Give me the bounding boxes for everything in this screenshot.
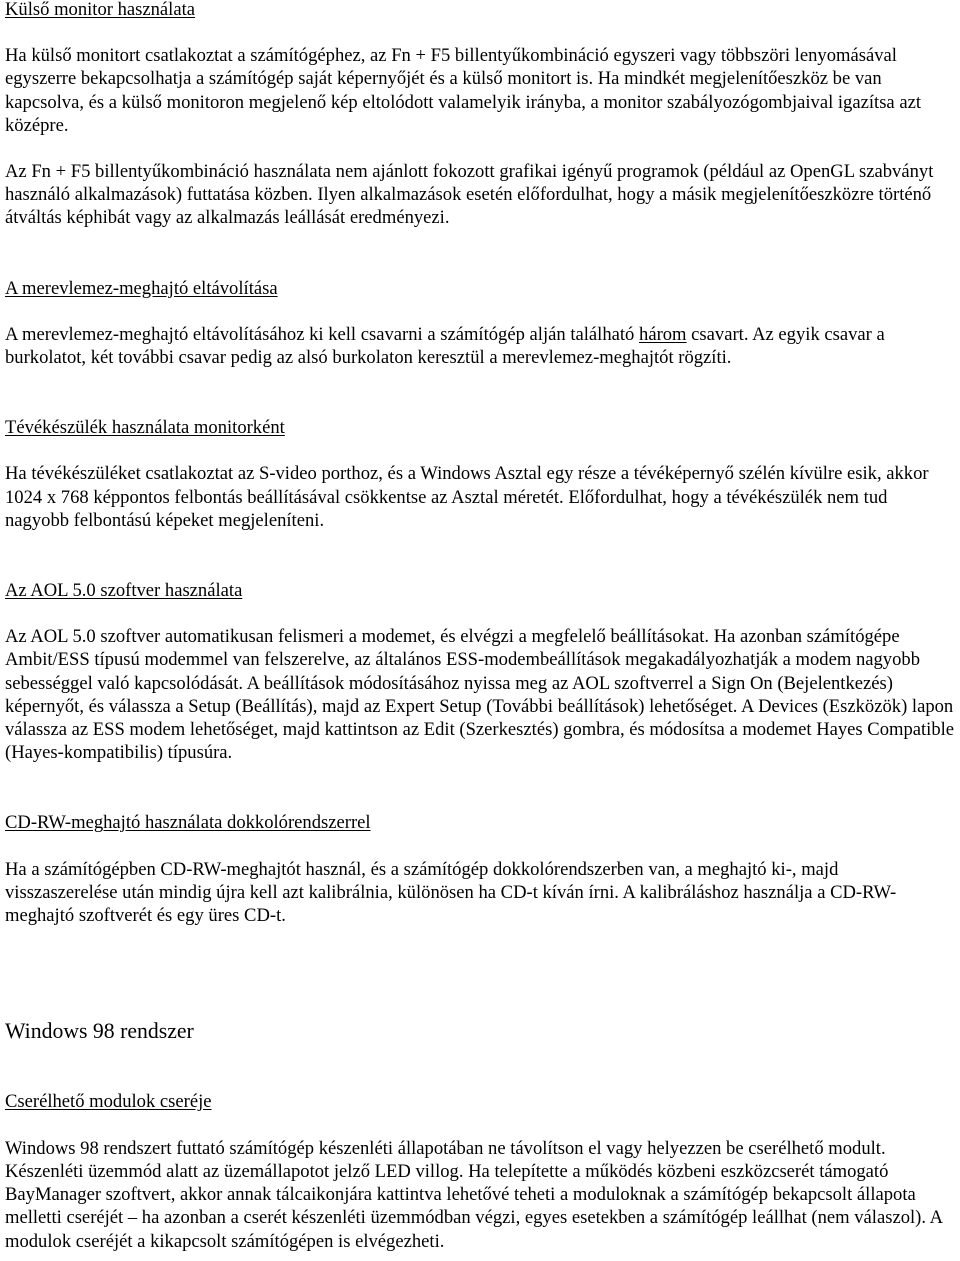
heading-external-monitor <box>5 0 955 21</box>
heading-cdrw <box>5 811 955 834</box>
link-hard-drive[interactable]: A merevlemez-meghajtó eltávolítása <box>5 277 278 299</box>
heading-aol <box>5 579 955 602</box>
paragraph-hard-drive <box>5 323 955 369</box>
link-aol[interactable]: Az AOL 5.0 szoftver használata <box>5 580 243 602</box>
paragraph-aol: Az AOL 5.0 szoftver automatikusan felismeri a modemet, és elvégzi a megfelelő beállításokat. Ha azonban számítógépe Ambit/ESS típusú modemmel van felszerelve, az általános ESS-modembeállítások megakadályozhatják a modem nagyobb sebességgel való kapcsolódását. A beállítások módosításához nyissa meg az AOL szoftverrel a Sign On (Bejelentkezés) képernyőt, és válassza a Setup (Beállítás), majd az Expert Setup (További beállítások) lehetőséget. A Devices (Eszközök) lapon válassza az ESS modem lehetőséget, majd kattintson az Edit (Szerkesztés) gombra, és módosítsa a modemet Hayes Compatible (Hayes-kompatibilis) típusúra. <box>5 626 955 764</box>
link-external-monitor[interactable]: Külső monitor használata <box>5 0 196 20</box>
heading-windows-98: Windows 98 rendszer <box>5 1019 194 1044</box>
hard-drive-text-before: A merevlemez-meghajtó eltávolításához ki kell csavarni a számítógép alján található <box>5 323 640 345</box>
link-modules[interactable]: Cserélhető modulok cseréje <box>5 1091 212 1113</box>
paragraph-cdrw: Ha a számítógépben CD-RW-meghajtót használ, és a számítógép dokkolórendszerben van, a meghajtó ki-, majd visszaszerelése után mindig újra kell azt kalibrálnia, különösen ha CD-t kíván írni. A kalibráláshoz használja a CD-RW-meghajtó szoftverét és egy üres CD-t. <box>5 858 897 927</box>
paragraph-external-monitor-1: Ha külső monitort csatlakoztat a számítógéphez, az Fn + F5 billentyűkombináció egyszeri vagy többszöri lenyomásával egyszerre bekapcsolhatja a számítógép saját képernyőjét és a külső monitort is. Ha mindkét megjelenítőeszköz be van kapcsolva, és a külső monitoron megjelenő kép eltolódott valamelyik irányba, a monitor szabályozógombjaival igazítsa azt középre. <box>5 45 921 136</box>
heading-modules <box>5 1090 955 1113</box>
link-tv[interactable]: Tévékészülék használata monitorként <box>5 417 285 439</box>
hard-drive-text-after: csavart. Az egyik csavar a burkolatot, két további csavar pedig az alsó burkolaton keresztül a merevlemez-meghajtót rögzíti. <box>5 323 885 369</box>
heading-tv <box>5 416 955 439</box>
paragraph-modules: Windows 98 rendszert futtató számítógép készenléti állapotában ne távolítson el vagy helyezzen be cserélhető modult. Készenléti üzemmód alatt az üzemállapotot jelző LED villog. Ha telepítette a működés közbeni eszközcserét támogató BayManager szoftvert, akkor annak tálcaikonjára kattintva lehetővé teheti a moduloknak a számítógép bekapcsolt állapota melletti cseréjét – ha azonban a cserét készenléti üzemmódban végzi, egyes esetekben a számítógép leállhat (nem válaszol). A modulok cseréjét a kikapcsolt számítógépen is elvégezheti. <box>5 1137 943 1252</box>
paragraph-tv: Ha tévékészüléket csatlakoztat az S-video porthoz, és a Windows Asztal egy része a tévéképernyő szélén kívülre esik, akkor 1024 x 768 képpontos felbontás beállításával csökkentse az Asztal méretét. Előfordulhat, hogy a tévékészülék nem tud nagyobb felbontású képeket megjeleníteni. <box>5 463 929 531</box>
document-page <box>5 0 955 1253</box>
three-screws-link[interactable]: három <box>639 323 687 345</box>
paragraph-external-monitor-2: Az Fn + F5 billentyűkombináció használata nem ajánlott fokozott grafikai igényű programok (például az OpenGL szabványt használó alkalmazások) futtatása közben. Ilyen alkalmazások esetén előfordulhat, hogy a másik megjelenítőeszközre történő átváltás képhibát vagy az alkalmazás leállását eredményezi. <box>5 161 934 229</box>
heading-hard-drive <box>5 277 955 300</box>
link-cdrw[interactable]: CD-RW-meghajtó használata dokkolórendszerrel <box>5 812 371 834</box>
